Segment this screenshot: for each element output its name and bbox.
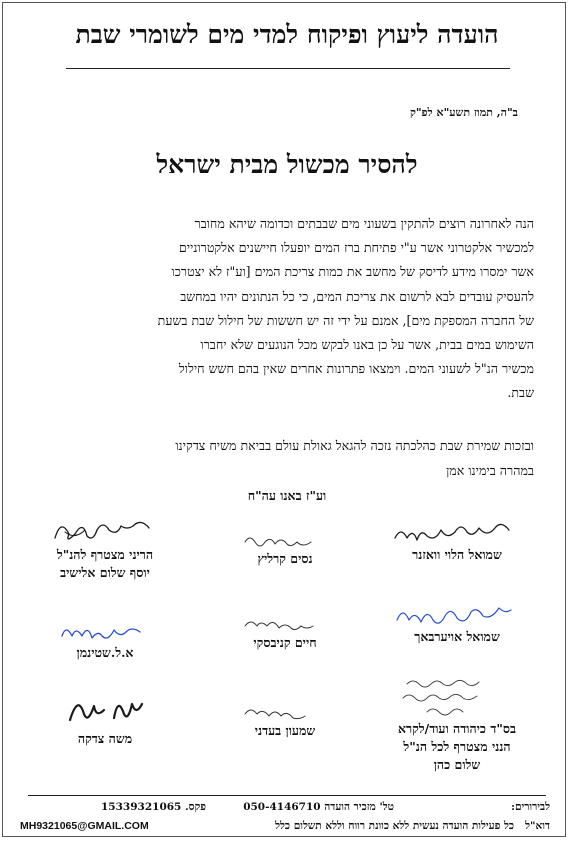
handwritten-signature bbox=[235, 700, 335, 722]
signature-block bbox=[372, 674, 542, 774]
body-line: למכשיר אלקטרוני אשר ע"י פתיחת ברז המים יופעלו חיישנים אלקטרוניים bbox=[178, 240, 534, 256]
handwritten-signature bbox=[235, 528, 335, 550]
closing-line: במהרה בימינו אמן bbox=[446, 462, 534, 478]
signature-block bbox=[20, 690, 190, 748]
footer-divider bbox=[28, 795, 546, 796]
body-line: של החברה המספקת מים], אמנם על ידי זה יש חששות של חילול שבת בשעת bbox=[157, 312, 534, 328]
signature-block bbox=[200, 700, 370, 740]
signatory-name: משה צדקה bbox=[77, 731, 133, 746]
letter-headline: להסיר מכשול מבית ישראל bbox=[156, 150, 418, 179]
handwritten-signature bbox=[235, 612, 335, 634]
body-line: להעסיק עובדים לבא לרשום את צריכת המים, כי כל הנתונים יהיו במחשב bbox=[180, 288, 534, 304]
footer-contact-label: לבירורים: bbox=[511, 801, 550, 813]
signatory-name: שמואל אויערבאך bbox=[414, 629, 500, 644]
signatory-name: א.ל.שטינמן bbox=[76, 645, 134, 660]
handwritten-signature bbox=[50, 618, 160, 644]
signatory-name: שלום כהן bbox=[433, 757, 481, 772]
signoff-line: וע"ז באנו עה"ח bbox=[247, 488, 327, 503]
letter-date: ב"ה, תמוז תשע"א לפ"ק bbox=[409, 106, 518, 119]
email-address: MH9321065@GMAIL.COM bbox=[20, 820, 149, 832]
body-line: מכשיר הנ"ל לשעוני המים. וימצאו פתרונות אחרים שאין בהם חשש חילול bbox=[178, 361, 534, 377]
handwritten-signature bbox=[35, 512, 175, 546]
signatory-name: הריני מצטרף להנ"ל bbox=[56, 547, 154, 562]
signature-block bbox=[372, 600, 542, 646]
footer-note: כל פעילות הועדה נעשית ללא כוונת רווח וללא תשלום כלל bbox=[275, 820, 514, 832]
signature-block bbox=[20, 618, 190, 662]
letter-body bbox=[40, 212, 534, 406]
body-line: שבת. bbox=[507, 385, 534, 401]
signature-block bbox=[200, 612, 370, 652]
email-label: דוא"ל bbox=[525, 820, 550, 832]
handwritten-signature bbox=[387, 674, 527, 720]
body-line: אשר ימסרו מידע לדיסק של מחשב את כמות צריכת המים [וע"ז לא יצטרכו bbox=[171, 264, 534, 280]
signature-block bbox=[372, 520, 542, 564]
signatory-name: שמעון בעדני bbox=[254, 723, 316, 738]
body-line: השימוש במים בבית, אשר על כן באנו לבקש מכל הנוגעים שלא יחברו bbox=[200, 337, 534, 353]
signature-block bbox=[20, 512, 190, 582]
signatory-name: נסים קרליץ bbox=[257, 551, 313, 566]
title-divider bbox=[66, 68, 510, 69]
handwritten-signature bbox=[387, 520, 527, 546]
handwritten-signature bbox=[387, 600, 527, 628]
signatory-name: חיים קניבסקי bbox=[253, 635, 317, 650]
letter-closing bbox=[40, 434, 534, 483]
body-line: הנה לאחרונה רוצים להתקין בשעוני מים שבבתים וכדומה שיהא מחובר bbox=[194, 216, 534, 231]
signatory-name: הנני מצטרף לכל הנ"ל bbox=[403, 739, 511, 754]
fax-number: פקס. 15339321065 bbox=[101, 801, 206, 813]
signature-block bbox=[200, 528, 370, 568]
committee-phone: טל' מזכיר הועדה 050-4146710 bbox=[243, 801, 394, 813]
handwritten-signature bbox=[50, 690, 160, 730]
signatory-name: יוסף שלום אלישיב bbox=[60, 565, 150, 580]
committee-title: הועדה ליעוץ ופיקוח למדי מים לשומרי שבת bbox=[75, 20, 499, 49]
signatory-name: שמואל הלוי וואזנר bbox=[412, 547, 502, 562]
closing-line: ובזכות שמירת שבת כהלכתה נזכה להגאל גאולת עולם בביאת משיח צדקינו bbox=[175, 438, 534, 453]
signatory-name: בס"ד כיהודה ועוד/לקרא bbox=[397, 721, 517, 736]
